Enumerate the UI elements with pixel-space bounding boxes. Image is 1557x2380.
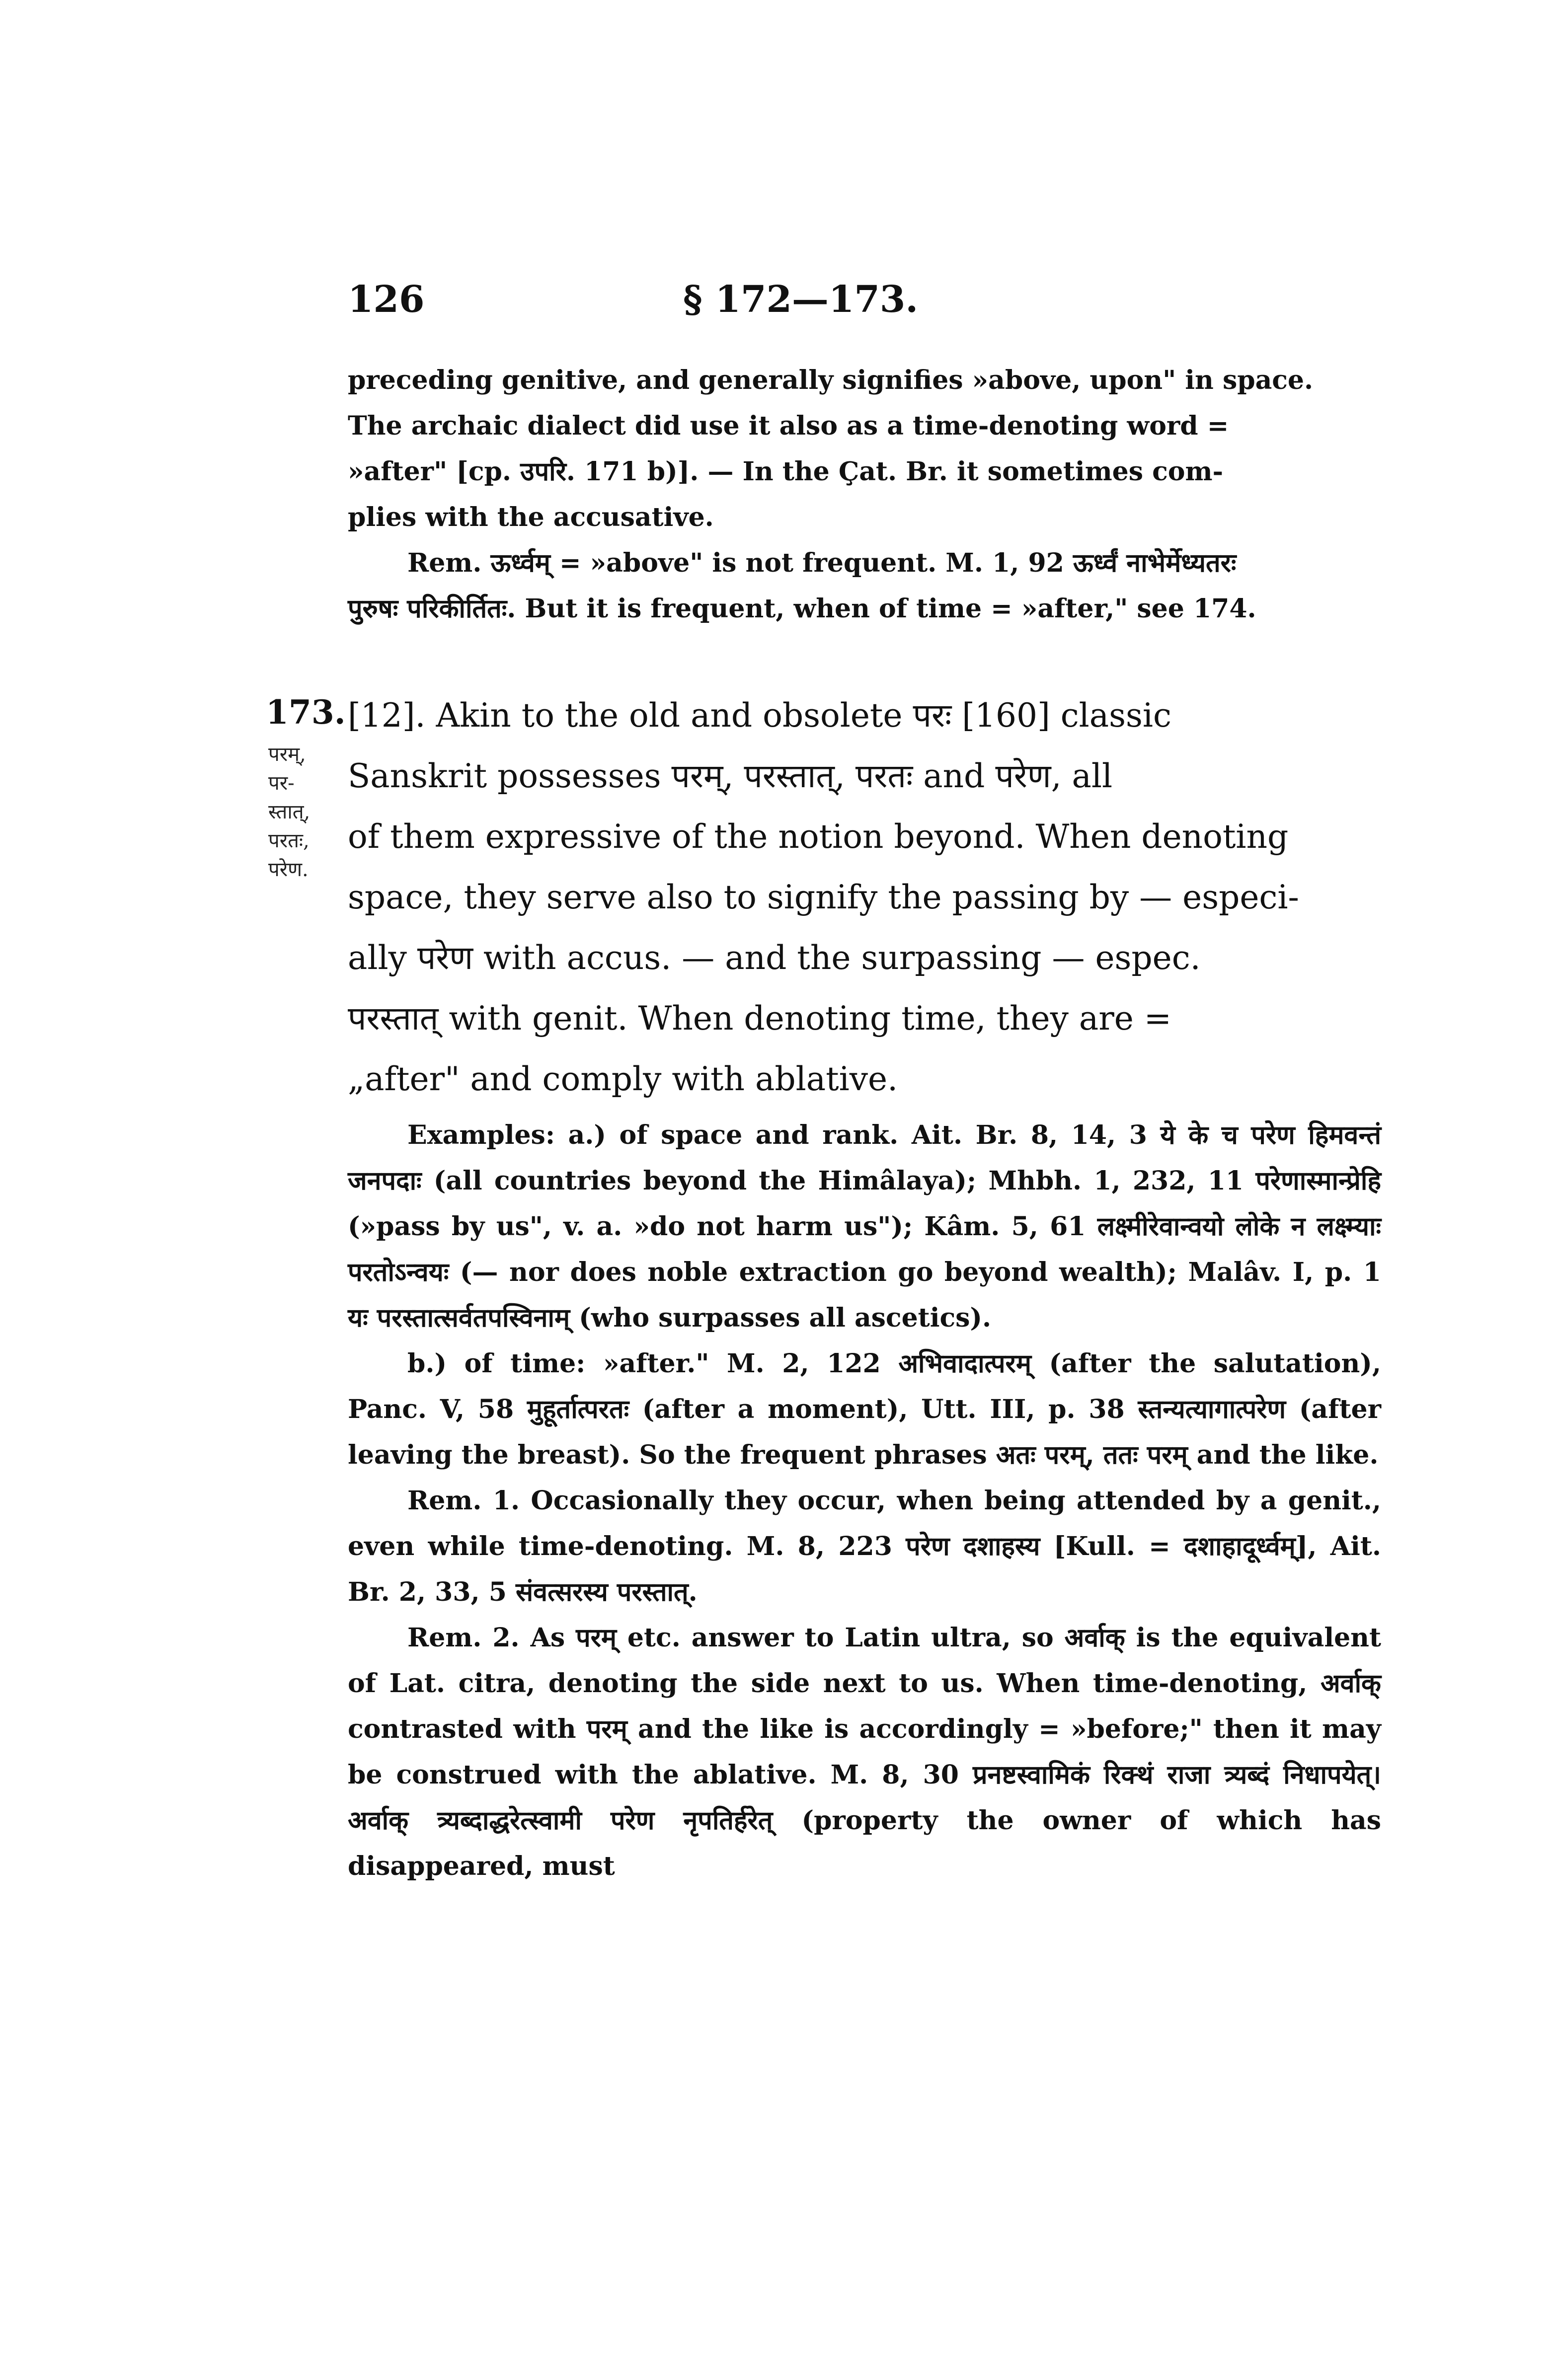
- text-line: »after" [cp. उपरि. 171 b)]. — In the Çat. Br. it sometimes com-: [348, 456, 1224, 487]
- text-line: ally परेण with accus. — and the surpassing — espec.: [348, 939, 1201, 977]
- section-number: 173.: [266, 693, 346, 732]
- section-range: § 172—173.: [683, 278, 919, 321]
- margin-word: स्तात्,: [268, 801, 311, 823]
- margin-word: पर-: [268, 772, 295, 795]
- margin-word: परतः,: [268, 829, 310, 852]
- section-173-text: [348, 685, 1381, 1110]
- page-number: 126: [348, 278, 425, 321]
- page-header: [348, 278, 1391, 323]
- text-line: preceding genitive, and generally signifies »above, upon" in space.: [348, 365, 1314, 395]
- text-line: परस्तात् with genit. When denoting time, they are =: [348, 999, 1172, 1038]
- margin-headwords: [268, 740, 338, 884]
- text-line: space, they serve also to signify the passing by — especi-: [348, 878, 1299, 916]
- example-paragraph: Examples: a.) of space and rank. Ait. Br. 8, 14, 3 ये के च परेण हिमवन्तं जनपदाः (all countries beyond the Himâlaya); Mhbh. 1, 232, 11 परेणास्मान्प्रेहि (»pass by us", v. a. »do not harm us"); Kâm. 5, 61 लक्ष्मीरेवान्वयो लोके न लक्ष्म्याः परतोऽन्वयः (— nor does noble extraction go beyond wealth); Malâv. I, p. 1 यः परस्तात्सर्वतपस्विनाम् (who surpasses all ascetics).: [348, 1120, 1381, 1333]
- text-line: Sanskrit possesses परम्, परस्तात्, परतः and परेण, all: [348, 757, 1113, 795]
- example-paragraph: b.) of time: »after." M. 2, 122 अभिवादात्परम् (after the salutation), Panc. V, 58 मुहूर्तात्परतः (after a moment), Utt. III, p. 38 स्तन्यत्यागात्परेण (after leaving the breast). So the frequent phrases अतः परम्, ततः परम् and the like.: [348, 1348, 1381, 1470]
- text-line: The archaic dialect did use it also as a time-denoting word =: [348, 411, 1229, 441]
- text-line: [12]. Akin to the old and obsolete परः [160] classic: [348, 696, 1171, 735]
- examples-text: [348, 1113, 1381, 1889]
- text-line: „after" and comply with ablative.: [348, 1060, 898, 1098]
- text-line: of them expressive of the notion beyond. When denoting: [348, 818, 1289, 856]
- margin-word: परेण.: [268, 858, 309, 881]
- remark-line: Rem. ऊर्ध्वम् = »above" is not frequent. M. 1, 92 ऊर्ध्वं नाभेर्मेध्यतरः: [407, 548, 1237, 578]
- remark-line: पुरुषः परिकीर्तितः. But it is frequent, when of time = »after," see 174.: [348, 594, 1256, 624]
- previous-section-text: [348, 358, 1381, 632]
- margin-word: परम्,: [268, 743, 306, 766]
- remark-paragraph: Rem. 1. Occasionally they occur, when being attended by a genit., even while time-denoting. M. 8, 223 परेण दशाहस्य [Kull. = दशाहादूर्ध्वम्], Ait. Br. 2, 33, 5 संवत्सरस्य परस्तात्.: [348, 1486, 1381, 1607]
- text-line: plies with the accusative.: [348, 502, 714, 532]
- remark-paragraph: Rem. 2. As परम् etc. answer to Latin ultra, so अर्वाक् is the equivalent of Lat. citra, denoting the side next to us. When time-denoting, अर्वाक् contrasted with परम् and the like is accordingly = »before;" then it may be construed with the ablative. M. 8, 30 प्रनष्टस्वामिकं रिक्थं राजा त्र्यब्दं निधापयेत्। अर्वाक् त्र्यब्दाद्धरेत्स्वामी परेण नृपतिर्हरेत् (property the owner of which has disappeared, must: [348, 1623, 1381, 1881]
